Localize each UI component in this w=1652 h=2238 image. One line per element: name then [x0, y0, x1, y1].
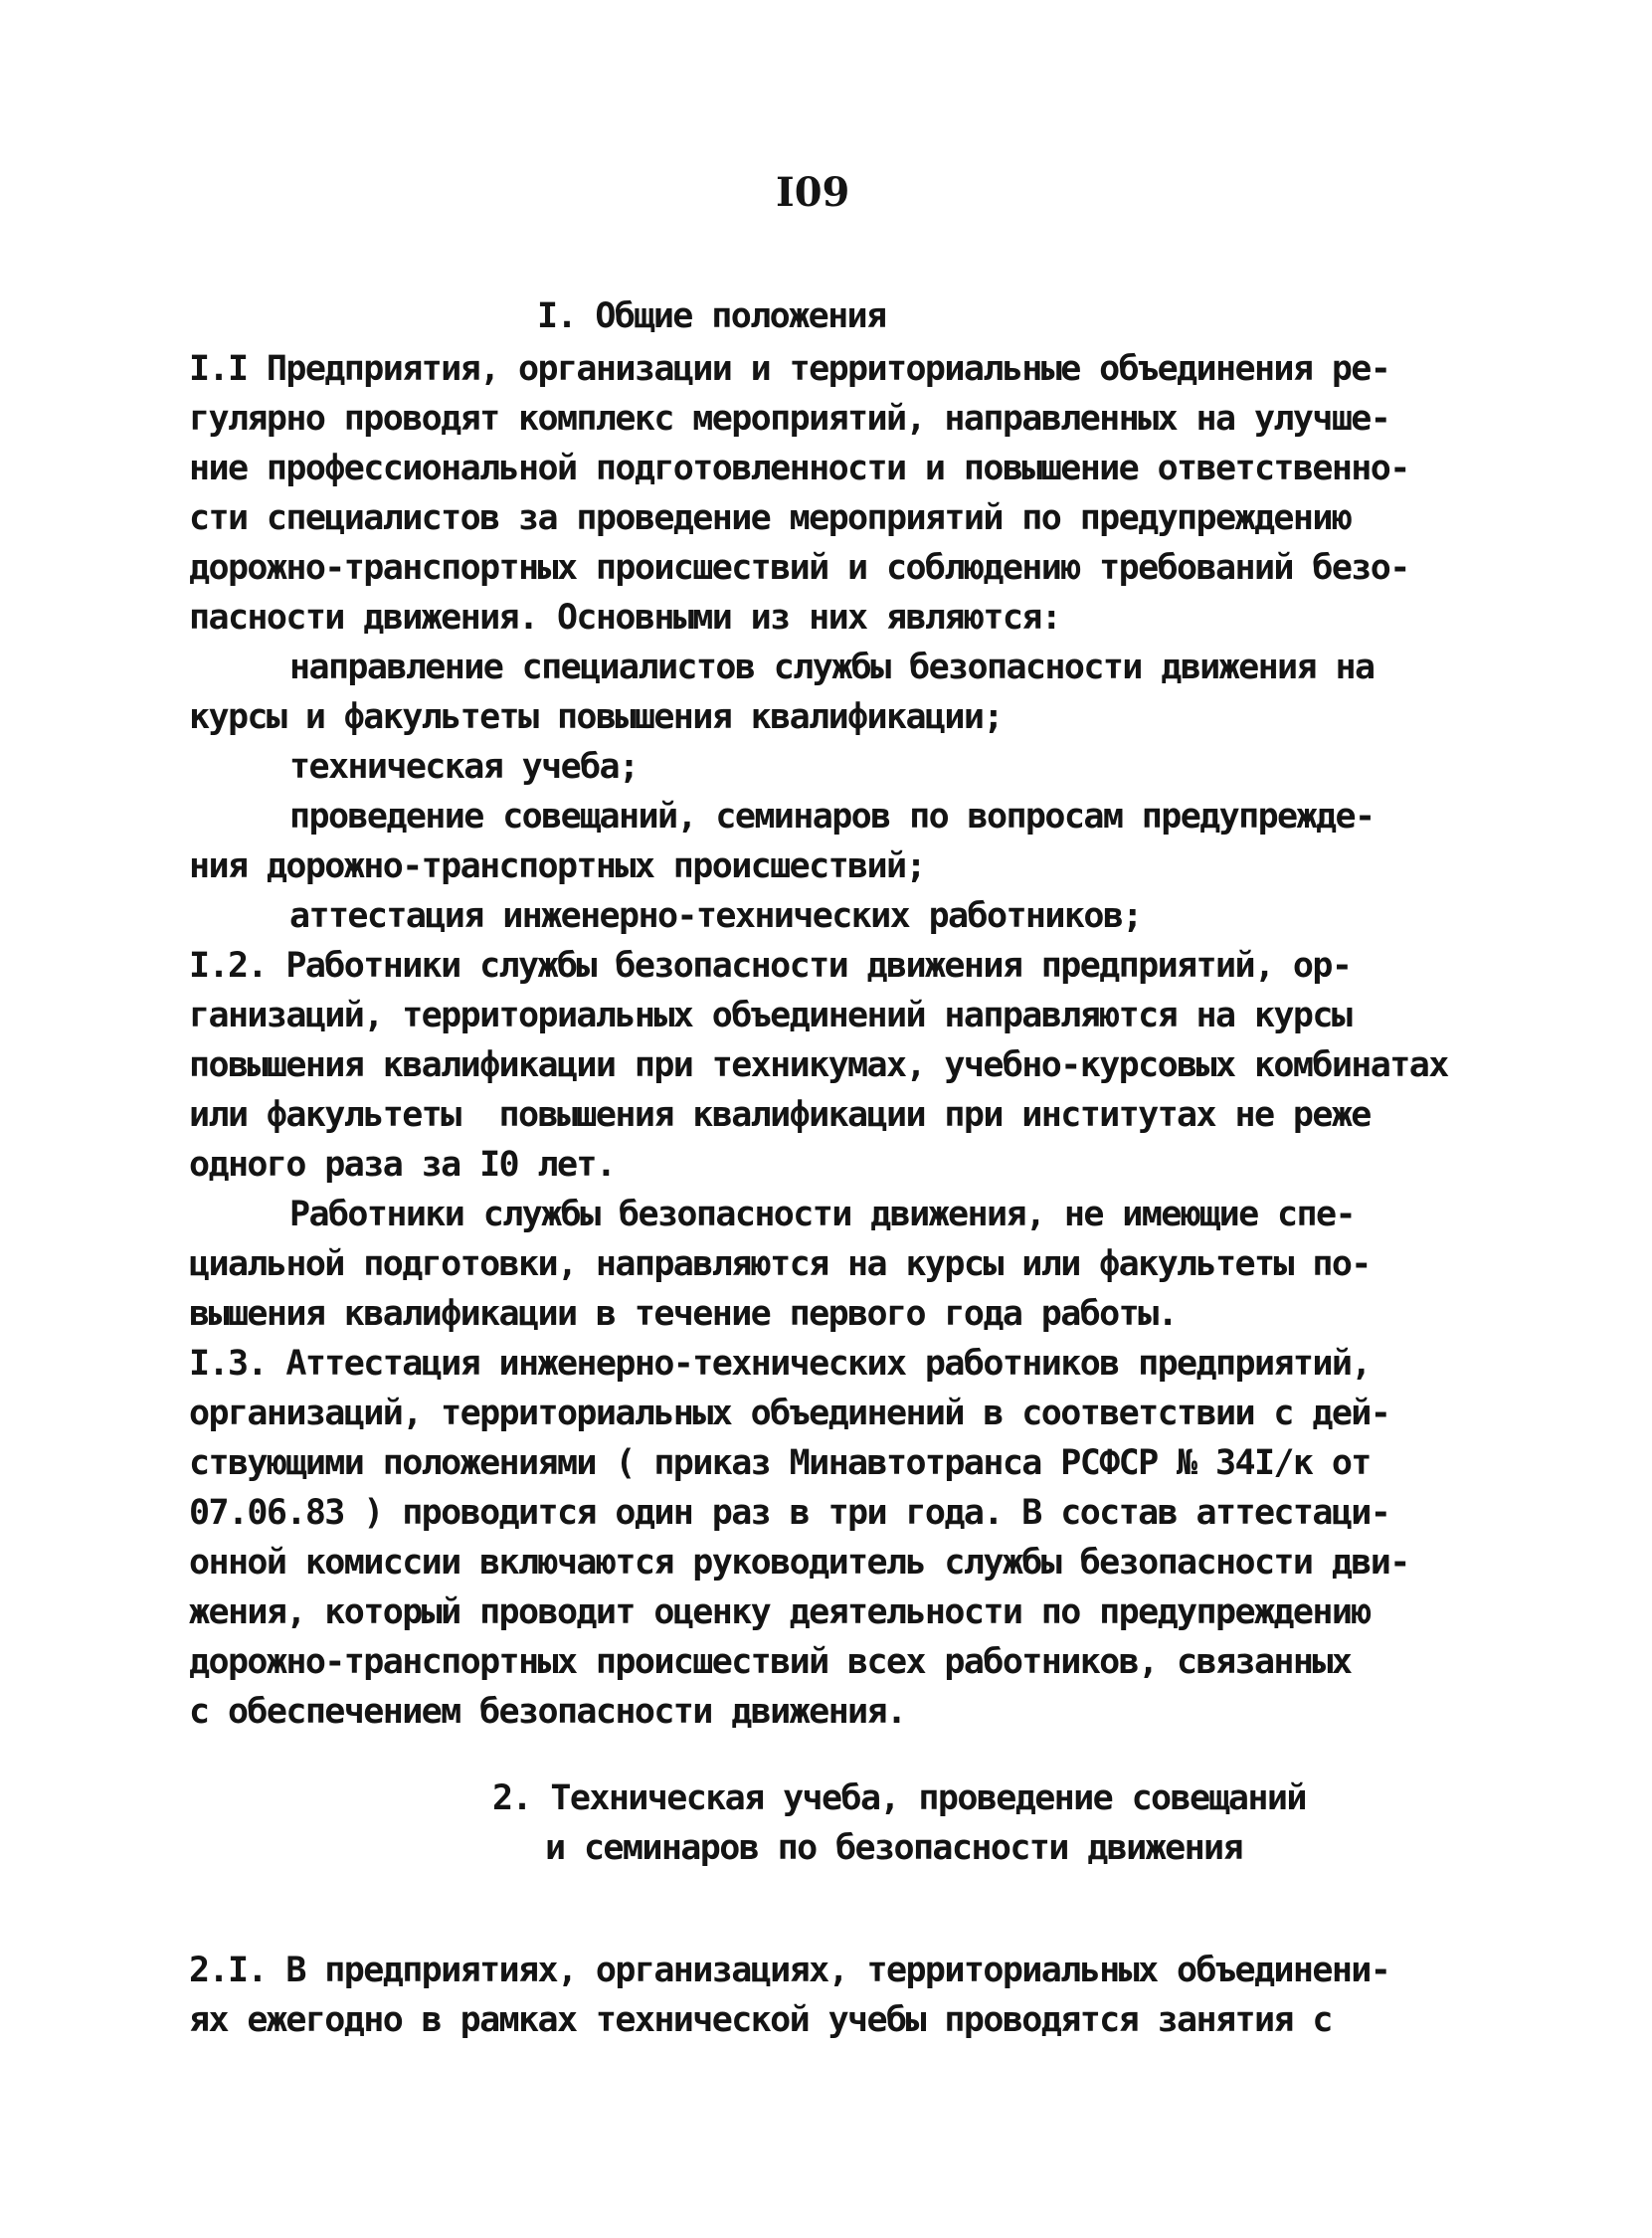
para-1-3-line: с обеспечением безопасности движения.: [189, 1692, 906, 1732]
para-1-2b-line: вышения квалификации в течение первого года работы.: [189, 1294, 1178, 1334]
para-1-2b-line: циальной подготовки, направляются на курсы или факультеты по-: [189, 1244, 1371, 1284]
list-item-line: курсы и факультеты повышения квалификации;: [189, 697, 1003, 737]
para-1-2-line: I.2. Работники службы безопасности движения предприятий, ор-: [189, 946, 1352, 986]
para-1-1-line: дорожно-транспортных происшествий и соблюдению требований безо-: [189, 548, 1409, 588]
para-1-2-line: ганизаций, территориальных объединений направляются на курсы: [189, 996, 1352, 1035]
para-1-1-line: I.I Предприятия, организации и территориальные объединения ре-: [189, 349, 1390, 389]
para-2-1-line: ях ежегодно в рамках технической учебы проводятся занятия с: [189, 2000, 1332, 2040]
page-number: I09: [776, 169, 850, 216]
para-1-3-line: организаций, территориальных объединений в соответствии с дей-: [189, 1394, 1390, 1433]
section-2-heading-line: и семинаров по безопасности движения: [545, 1828, 1242, 1868]
para-1-3-line: 07.06.83 ) проводится один раз в три года. В состав аттестаци-: [189, 1493, 1390, 1533]
para-1-1-line: пасности движения. Основными из них являются:: [189, 598, 1061, 638]
list-item-line: ния дорожно-транспортных происшествий;: [189, 846, 925, 886]
para-1-2b-line: Работники службы безопасности движения, не имеющие спе-: [289, 1195, 1355, 1234]
list-item-line: проведение совещаний, семинаров по вопросам предупрежде-: [289, 797, 1375, 837]
list-item-line: направление специалистов службы безопасности движения на: [289, 648, 1375, 687]
para-1-3-line: I.3. Аттестация инженерно-технических работников предприятий,: [189, 1344, 1371, 1384]
para-1-2-line: повышения квалификации при техникумах, учебно-курсовых комбинатах: [189, 1045, 1448, 1085]
para-1-3-line: дорожно-транспортных происшествий всех работников, связанных: [189, 1642, 1352, 1682]
para-1-1-line: сти специалистов за проведение мероприятий по предупреждению: [189, 498, 1352, 538]
para-1-1-line: гулярно проводят комплекс мероприятий, направленных на улучше-: [189, 399, 1390, 439]
para-1-3-line: онной комиссии включаются руководитель службы безопасности дви-: [189, 1543, 1409, 1583]
list-item-line: техническая учеба;: [289, 747, 639, 787]
para-1-2-line: или факультеты повышения квалификации при институтах не реже: [189, 1095, 1371, 1135]
para-1-3-line: ствующими положениями ( приказ Минавтотранса РСФСР № 34I/к от: [189, 1443, 1371, 1483]
list-item-line: аттестация инженерно-технических работников;: [289, 896, 1142, 936]
para-1-2-line: одного раза за I0 лет.: [189, 1145, 616, 1185]
section-1-heading: I. Общие положения: [537, 296, 886, 336]
para-2-1-line: 2.I. В предприятиях, организациях, территориальных объединени-: [189, 1951, 1390, 1990]
para-1-3-line: жения, который проводит оценку деятельности по предупреждению: [189, 1592, 1371, 1632]
para-1-1-line: ние профессиональной подготовленности и повышение ответственно-: [189, 449, 1409, 488]
section-2-heading-line: 2. Техническая учеба, проведение совещаний: [492, 1778, 1306, 1818]
